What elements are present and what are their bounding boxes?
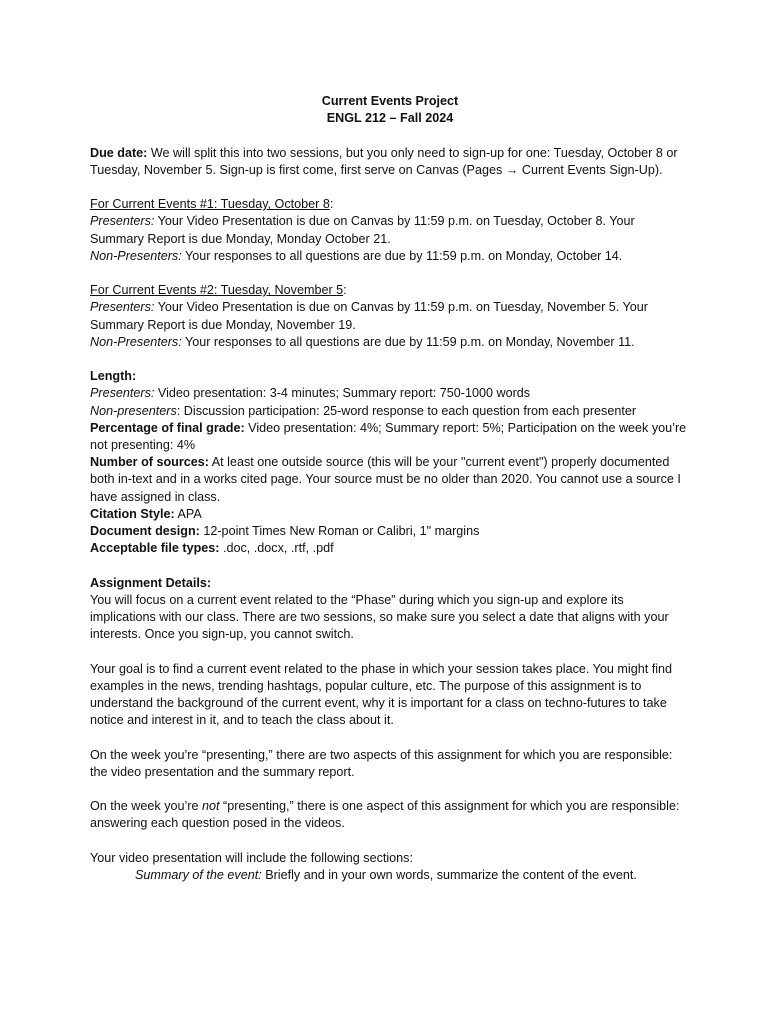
session-1-heading: For Current Events #1: Tuesday, October 8:	[90, 197, 334, 212]
length-nonpresenters: Non-presenters: Discussion participation: 25-word response to each question from each presenter	[90, 403, 637, 418]
session-2-nonpresenters: Non-Presenters: Your responses to all questions are due by 11:59 p.m. on Monday, November 11.	[90, 334, 635, 349]
session-1-presenters: Presenters: Your Video Presentation is due on Canvas by 11:59 p.m. on Tuesday, October 8. Your Summary Report is due Monday, Monday October 21.	[90, 214, 635, 246]
details-paragraph-5: Your video presentation will include the following sections:	[90, 850, 413, 865]
assignment-details-heading: Assignment Details:	[90, 575, 212, 590]
details-paragraph-2: Your goal is to find a current event related to the phase in which your session takes place. You might find examples in the news, trending hashtags, popular culture, etc. The purpose of this assignment is to understand the background of the current event, why it is important for a class on techno-futures to take notice and interest in it, and to teach the class about it.	[90, 661, 673, 728]
document-design: Document design: 12-point Times New Roman or Calibri, 1" margins	[90, 524, 480, 539]
session-2-heading: For Current Events #2: Tuesday, November 5:	[90, 283, 347, 298]
length-heading: Length:	[90, 369, 137, 384]
acceptable-file-types: Acceptable file types: .doc, .docx, .rtf, .pdf	[90, 541, 334, 556]
session-1-nonpresenters: Non-Presenters: Your responses to all questions are due by 11:59 p.m. on Monday, October 14.	[90, 248, 623, 263]
length-presenters: Presenters: Video presentation: 3-4 minutes; Summary report: 750-1000 words	[90, 386, 531, 401]
details-paragraph-3: On the week you’re “presenting,” there are two aspects of this assignment for which you are responsible: the video presentation and the summary report.	[90, 747, 673, 779]
citation-style: Citation Style: APA	[90, 506, 202, 521]
session-2-presenters: Presenters: Your Video Presentation is due on Canvas by 11:59 p.m. on Tuesday, November 5. Your Summary Report is due Monday, November 19.	[90, 300, 648, 332]
document-title: Current Events Project	[321, 94, 459, 108]
due-date-label: Due date:	[90, 145, 148, 160]
number-of-sources: Number of sources: At least one outside source (this will be your "current event") properly documented both in-text and in a works cited page. Your source must be no older than 2020. You cannot use a source I have assigned in class.	[90, 455, 681, 504]
course-subtitle: ENGL 212 – Fall 2024	[326, 111, 454, 126]
due-date-paragraph: Due date: We will split this into two sessions, but you only need to sign-up for one: Tuesday, October 8 or Tuesday, November 5. Sign-up is first come, first serve on Canvas (Pages → Current Events Sign-Up).	[90, 145, 678, 177]
grade-percentage: Percentage of final grade: Video presentation: 4%; Summary report: 5%; Participation on the week you’re not presenting: 4%	[90, 420, 687, 452]
details-paragraph-1: You will focus on a current event related to the “Phase” during which you sign-up and explore its implications with our class. There are two sessions, so make sure you select a date that aligns with your interests. Once you sign-up, you cannot switch.	[90, 592, 669, 642]
details-paragraph-4: On the week you’re not “presenting,” there is one aspect of this assignment for which you are responsible: answering each question posed in the videos.	[90, 799, 680, 831]
summary-of-event-item: Summary of the event: Briefly and in your own words, summarize the content of the event.	[135, 868, 637, 882]
document-body	[90, 93, 690, 884]
arrow-right-icon: →	[505, 162, 519, 177]
